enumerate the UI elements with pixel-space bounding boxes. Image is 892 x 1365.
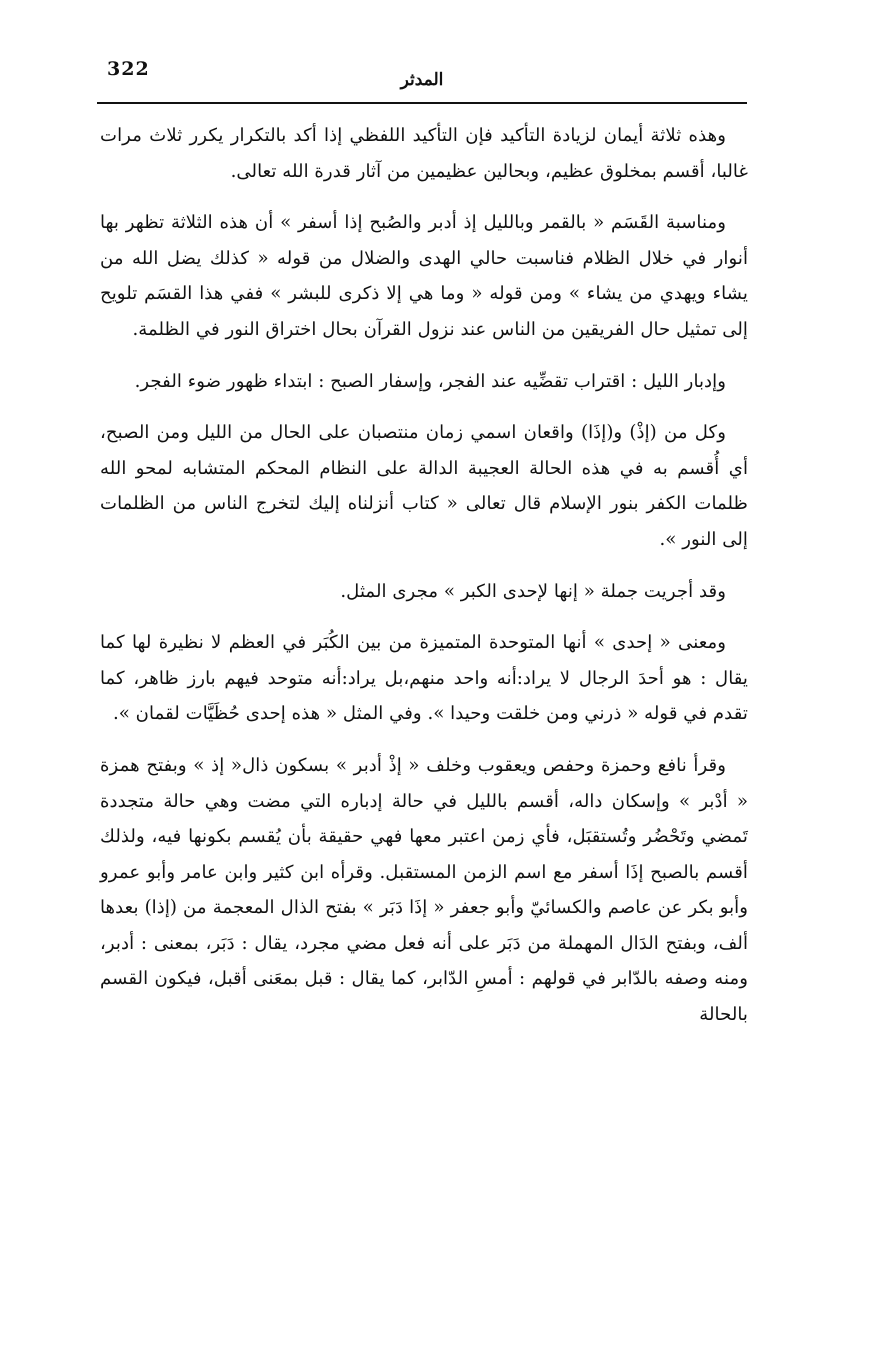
paragraph-readings: وقرأ نافع وحمزة وحفص ويعقوب وخلف « إذْ أدبر » بسكون ذال« إذ » وبفتح همزة « أدْبر » وإسكان داله، أقسم بالليل في حالة إدباره التي مضت وهي حالة متجددة تَمضي وتَحْضُر وتُستقبَل، فأي زمن اعتبر معها فهي حقيقة بأن يُقسم بكونها فيه، ولذلك أقسم بالصبح إذَا أسفر مع اسم الزمن المستقبل. وقرأه ابن كثير وابن عامر وأبو عمرو وأبو بكر عن عاصم والكسائيّ وأبو جعفر « إذَا دَبَر » بفتح الذال المعجمة من (إذا) بعدها ألف، وبفتح الدَال المهملة من دَبَر على أنه فعل مضي مجرد، يقال : دَبَر، بمعنى : أدبر، ومنه وصفه بالدّابر في قولهم : أمسِ الدّابر، كما يقال : قبل بمعَنى أقبل، فيكون القسم بالحالة [100, 754, 748, 1026]
paragraph-proverb: وقد أجريت جملة « إنها لإحدى الكبر » مجرى المثل. [340, 580, 726, 602]
paragraph-oaths: وهذه ثلاثة أيمان لزيادة التأكيد فإن التأكيد اللفظي إذا أكد بالتكرار يكرر ثلاث مرات غالبا، أقسم بمخلوق عظيم، وبحالين عظيمين من آثار قدرة الله تعالى. [100, 125, 748, 182]
page-header [97, 52, 747, 100]
running-title: المدثر [400, 70, 444, 90]
body-text [100, 118, 748, 1049]
paragraph-night-retreat: وإدبار الليل : اقتراب تقضِّيه عند الفجر، وإسفار الصبح : ابتداء ظهور ضوء الفجر. [134, 370, 726, 392]
paragraph-idh-idha: وكل من (إذْ) و(إذَا) واقعان اسمي زمان منتصبان على الحال من الليل ومن الصبح، أي أُقسم به في هذه الحالة العجيبة الدالة على النظام المحكم المتشابه لمحو الله ظلمات الكفر بنور الإسلام قال تعالى « كتاب أنزلناه إليك لتخرج الناس من الظلمات إلى النور ». [100, 422, 748, 550]
paragraph-ihda-meaning: ومعنى « إحدى » أنها المتوحدة المتميزة من بين الكُبَر في العظم لا نظيرة لها كما يقال : هو أحدَ الرجال لا يراد:أنه واحد منهم،بل يراد:أنه متوحد فيهم بارز ظاهر، كما تقدم في قوله « ذرني ومن خلقت وحيدا ». وفي المثل « هذه إحدى حُظَيَّات لقمان ». [100, 632, 748, 725]
header-rule [97, 102, 747, 104]
page-number: 322 [107, 58, 150, 80]
paragraph-oath-relevance: ومناسبة القَسَم « بالقمر وبالليل إذ أدبر والصُبح إذا أسفر » أن هذه الثلاثة تظهر بها أنوار في خلال الظلام فناسبت حالي الهدى والضلال من قوله « كذلك يضل الله من يشاء ويهدي من يشاء » ومن قوله « وما هي إلا ذكرى للبشر » ففي هذا القسَم تلويح إلى تمثيل حال الفريقين من الناس عند نزول القرآن بحال اختراق النور في الظلمة. [100, 212, 748, 340]
